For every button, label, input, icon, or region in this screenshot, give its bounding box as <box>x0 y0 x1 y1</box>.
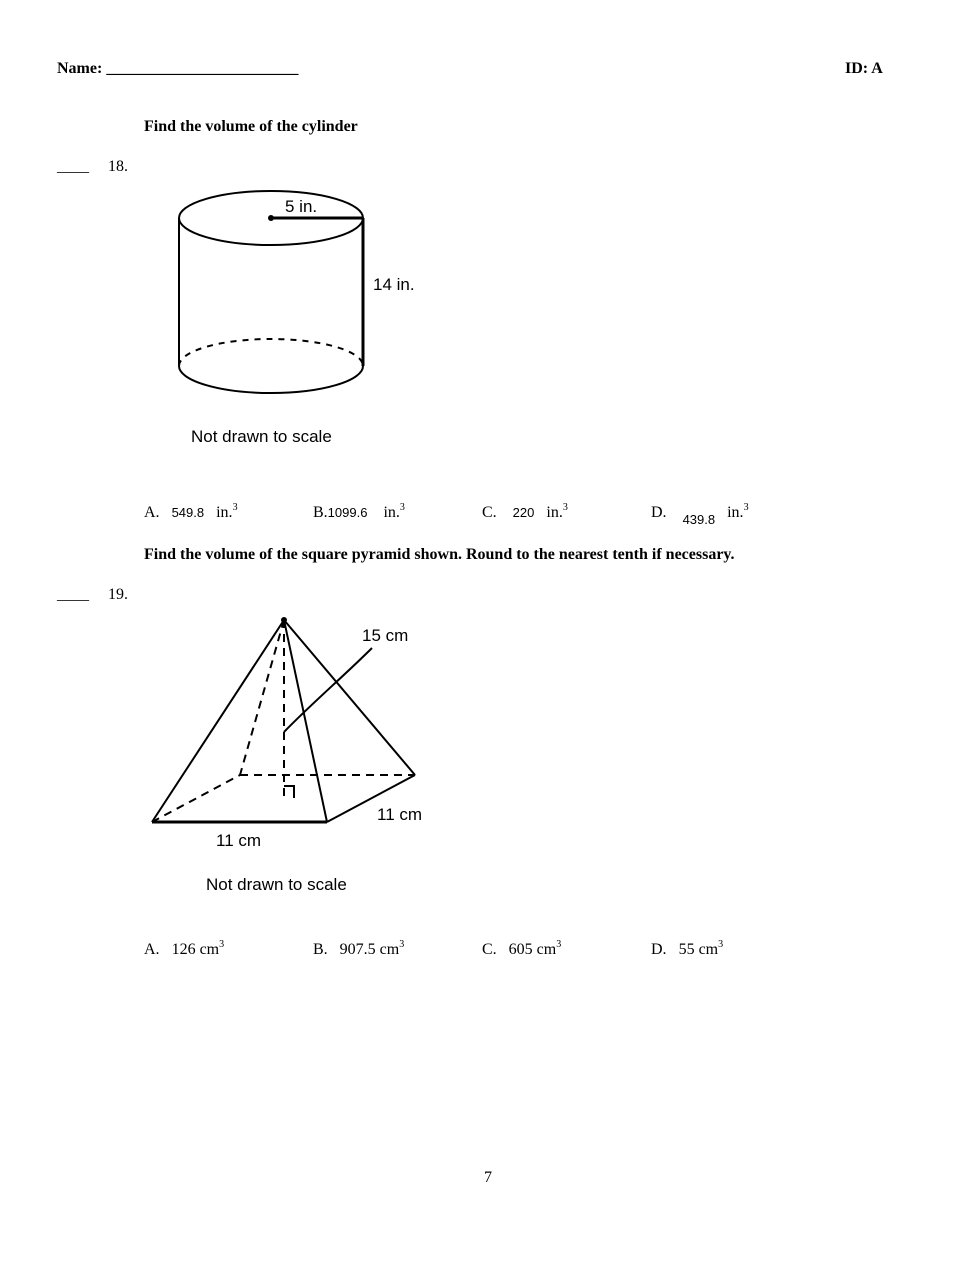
q18-option-a[interactable]: A. 549.8 in.$^3$ <box>144 502 238 521</box>
q18-answer-blank: ____ <box>57 158 89 175</box>
q19-option-a[interactable]: A. 126 $cm^3$ <box>144 939 225 958</box>
apex <box>281 617 287 623</box>
name-field <box>57 60 298 78</box>
cylinder-figure <box>165 180 445 460</box>
radius-label: 5 in. <box>285 197 318 216</box>
q19-instruction: Find the volume of the square pyramid shown. Round to the nearest tenth if necessary. <box>144 546 735 563</box>
lateral-edge-left <box>152 620 284 822</box>
lateral-edge-front <box>284 620 327 822</box>
q19-scale-note: Not drawn to scale <box>206 875 347 894</box>
pyramid-height-label: 15 cm <box>362 626 409 645</box>
q18-option-b[interactable]: B.1099.6 in.$^3$ <box>313 502 405 521</box>
q19-number: 19. <box>108 586 128 603</box>
q19-option-c[interactable]: C. 605 $cm^3$ <box>482 939 562 958</box>
lateral-edge-hidden <box>240 620 284 775</box>
base-front-label: 11 cm <box>216 831 262 850</box>
q19-option-d[interactable]: D. 55 $cm^3$ <box>651 939 724 958</box>
name-label: Name: <box>57 60 103 77</box>
height-label: 14 in. <box>373 275 415 294</box>
q18-instruction: Find the volume of the cylinder <box>144 118 358 135</box>
q18-scale-note: Not drawn to scale <box>191 427 332 446</box>
q19-answer-blank: ____ <box>57 586 89 603</box>
pyramid-figure <box>140 610 440 900</box>
q18-option-c[interactable]: C. 220 in.$^3$ <box>482 502 568 521</box>
q19-option-b[interactable]: B. 907.5 $cm^3$ <box>313 939 405 958</box>
id-label: ID: A <box>845 60 883 77</box>
q18-number: 18. <box>108 158 128 175</box>
cylinder-bottom-back <box>179 339 363 366</box>
right-angle-marker <box>284 786 294 798</box>
name-line: ________________________ <box>106 60 299 77</box>
base-side-label: 11 cm <box>377 805 423 824</box>
base-hidden-left <box>152 775 240 822</box>
q18-option-d[interactable]: D. $_{439.8}$ in.$^3$ <box>651 502 749 527</box>
page-number: 7 <box>484 1169 492 1186</box>
cylinder-bottom-front <box>179 366 363 393</box>
height-leader-line <box>284 648 372 732</box>
